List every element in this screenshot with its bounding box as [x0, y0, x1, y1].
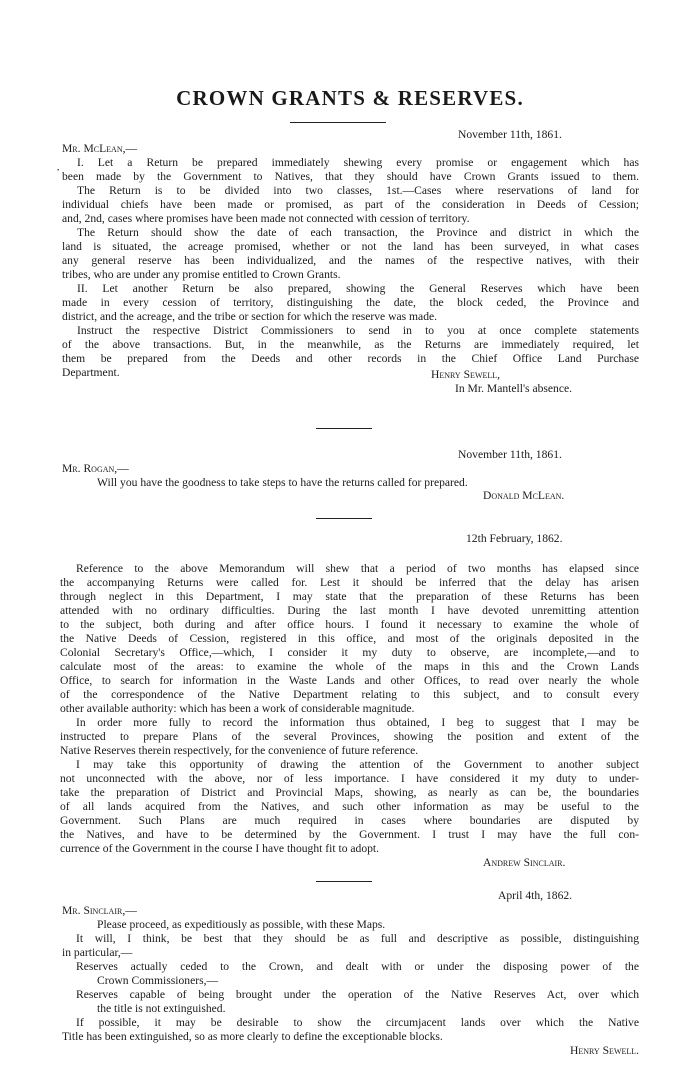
text-line: of all lands acquired from the Natives, and such other information as may be useful to the	[60, 800, 639, 813]
text-line: Department.	[62, 366, 120, 379]
memo4-date: April 4th, 1862.	[498, 889, 573, 902]
text-line: Title has been extinguished, so as more clearly to define the exceptionable blocks.	[62, 1030, 443, 1043]
text-line: through neglect in this Department, I may state that the preparation of these Returns has been	[60, 590, 639, 603]
memo-divider	[316, 518, 372, 519]
text-line: made in every cession of territory, distinguishing the date, the block ceded, the Province and	[62, 296, 639, 309]
text-line: It will, I think, be best that they should be as full and descriptive as possible, distinguishing	[76, 932, 639, 945]
text-line: any general reserve has been individualized, and the names of the respective natives, with their	[62, 254, 639, 267]
text-line: the Natives, and have to be determined by the Government. I trust I may have the full con-	[60, 828, 639, 841]
text-line: The Return should show the date of each transaction, the Province and district in which the	[77, 226, 639, 239]
memo-divider	[316, 881, 372, 882]
text-line: Reference to the above Memorandum will shew that a period of two months has elapsed since	[76, 562, 639, 575]
text-line: Reserves actually ceded to the Crown, and dealt with or under the disposing power of the	[76, 960, 639, 973]
text-line: to the subject, both during and after office hours. I found it necessary to examine the whole of	[60, 618, 639, 631]
page-title: CROWN GRANTS & RESERVES.	[176, 86, 524, 110]
memo-divider	[316, 428, 372, 429]
text-line: currence of the Government in the course I have thought fit to adopt.	[60, 842, 380, 855]
text-line: other available authority: which has been a work of considerable magnitude.	[60, 702, 415, 715]
text-line: I may take this opportunity of drawing the attention of the Government to another subject	[76, 758, 639, 771]
text-line: the title is not extinguished.	[97, 1002, 226, 1015]
memo3-signature: Andrew Sinclair.	[483, 856, 566, 869]
memo1-signature-note: In Mr. Mantell's absence.	[455, 382, 573, 395]
text-line: land is situated, the acreage promised, whether or not the land has been surveyed, in what cases	[62, 240, 639, 253]
memo2-signature: Donald McLean.	[483, 489, 565, 502]
text-line: the Native Deeds of Cession, registered in this office, and most of the originals deposited in the	[60, 632, 639, 645]
text-line: the accompanying Returns were called for. Lest it should be inferred that the delay has arisen	[60, 576, 639, 589]
text-line: them be prepared from the Deeds and other records in the Chief Office Land Purchase	[62, 352, 639, 365]
text-line: calculate most of the areas: to examine the whole of the maps in this and the Crown Lands	[60, 660, 639, 673]
memo3-date: 12th February, 1862.	[466, 532, 563, 545]
text-line: tribes, who are under any promise entitled to Crown Grants.	[62, 268, 341, 281]
text-line: in particular,—	[62, 946, 133, 959]
text-line: Reserves capable of being brought under the operation of the Native Reserves Act, over which	[76, 988, 639, 1001]
text-line: Crown Commissioners,—	[97, 974, 219, 987]
text-line: of the above transactions. But, in the meanwhile, as the Returns are immediately required, let	[62, 338, 639, 351]
text-line: Colonial Secretary's Office,—which, I consider it my duty to observe, are incomplete,—and to	[60, 646, 639, 659]
memo2-date: November 11th, 1861.	[458, 448, 562, 461]
text-line: Please proceed, as expeditiously as possible, with these Maps.	[97, 918, 386, 931]
text-line: individual chiefs have been made or promised, as part of the consideration in Deeds of Cession;	[62, 198, 639, 211]
memo1-salutation: Mr. McLean,—	[62, 142, 138, 155]
text-line: Instruct the respective District Commissioners to send in to you at once complete statements	[77, 324, 639, 337]
text-line: not unconnected with the above, nor of less importance. I have considered it my duty to under-	[60, 772, 639, 785]
text-line: been made by the Government to Natives, that they should have Crown Grants issued to them.	[62, 170, 639, 183]
memo4-signature: Henry Sewell.	[570, 1044, 640, 1057]
text-line: take the preparation of District and Provincial Maps, showing, as nearly as can be, the boundaries	[60, 786, 639, 799]
memo2-salutation: Mr. Rogan,—	[62, 462, 129, 475]
text-line: Office, to search for information in the Waste Lands and other Offices, to read over nearly the whole	[60, 674, 639, 687]
memo1-date: November 11th, 1861.	[458, 128, 562, 141]
text-line: I. Let a Return be prepared immediately shewing every promise or engagement which has	[77, 156, 639, 169]
text-line: Government. Such Plans are much required in cases where boundaries are disputed by	[60, 814, 639, 827]
memo2-body: Will you have the goodness to take steps to have the returns called for prepared.	[97, 476, 468, 489]
text-line: In order more fully to record the information thus obtained, I beg to suggest that I may be	[76, 716, 639, 729]
text-line: If possible, it may be desirable to show the circumjacent lands over which the Native	[76, 1016, 639, 1029]
text-line: district, and the acreage, and the tribe or section for which the reserve was made.	[62, 310, 438, 323]
margin-mark: ·	[56, 162, 61, 177]
text-line: The Return is to be divided into two classes, 1st.—Cases where reservations of land for	[77, 184, 639, 197]
text-line: Native Reserves therein respectively, for the convenience of future reference.	[60, 744, 419, 757]
text-line: instructed to prepare Plans of the several Provinces, showing the position and extent of the	[60, 730, 639, 743]
title-rule	[290, 122, 386, 123]
text-line: of the correspondence of the Native Department relating to this subject, and to consult every	[60, 688, 639, 701]
memo4-salutation: Mr. Sinclair,—	[62, 904, 137, 917]
text-line: II. Let another Return be also prepared, showing the General Reserves which have been	[77, 282, 639, 295]
text-line: and, 2nd, cases where promises have been made not connected with cession of territory.	[62, 212, 470, 225]
memo1-signature: Henry Sewell,	[431, 368, 501, 381]
text-line: attended with no ordinary difficulties. During the last month I have devoted unremitting attention	[60, 604, 639, 617]
